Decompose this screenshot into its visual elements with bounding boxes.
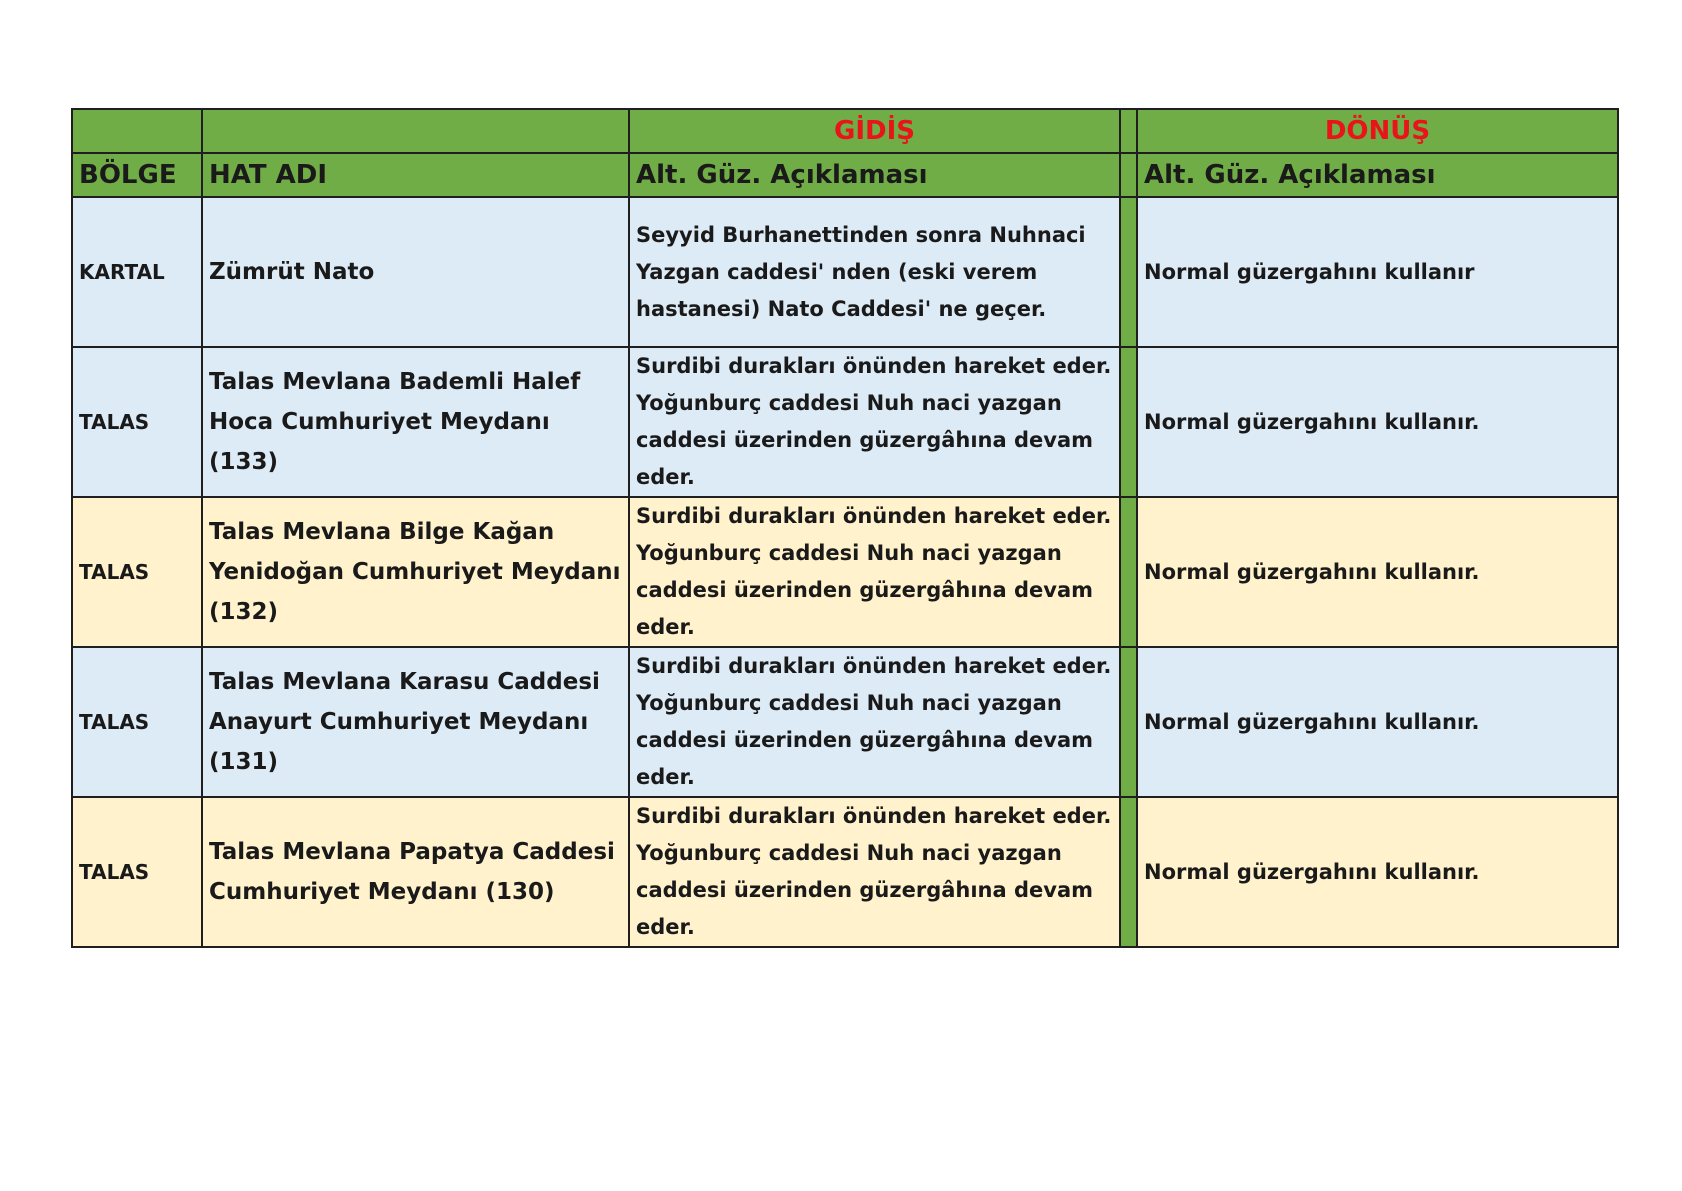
cell-gidis-desc: Surdibi durakları önünden hareket eder. Yoğunburç caddesi Nuh naci yazgan caddesi üzerinden güzergâhına devam eder. xyxy=(629,497,1120,647)
column-separator xyxy=(1120,197,1137,347)
column-header-hat-adi: HAT ADI xyxy=(202,153,629,197)
header-row-columns xyxy=(72,153,1618,197)
header-row-top xyxy=(72,109,1618,153)
cell-bolge: KARTAL xyxy=(72,197,202,347)
cell-bolge: TALAS xyxy=(72,497,202,647)
header-empty-bolge xyxy=(72,109,202,153)
column-separator xyxy=(1120,347,1137,497)
table-row xyxy=(72,647,1618,797)
gidis-title: GİDİŞ xyxy=(629,109,1120,153)
cell-donus-desc: Normal güzergahını kullanır. xyxy=(1137,797,1618,947)
cell-bolge: TALAS xyxy=(72,347,202,497)
cell-gidis-desc: Surdibi durakları önünden hareket eder. Yoğunburç caddesi Nuh naci yazgan caddesi üzerinden güzergâhına devam eder. xyxy=(629,797,1120,947)
cell-bolge: TALAS xyxy=(72,647,202,797)
column-separator xyxy=(1120,497,1137,647)
table-row xyxy=(72,497,1618,647)
table-row xyxy=(72,797,1618,947)
table-row xyxy=(72,197,1618,347)
cell-donus-desc: Normal güzergahını kullanır. xyxy=(1137,497,1618,647)
column-header-bolge: BÖLGE xyxy=(72,153,202,197)
cell-hat-adi: Talas Mevlana Karasu Caddesi Anayurt Cumhuriyet Meydanı (131) xyxy=(202,647,629,797)
table-row xyxy=(72,347,1618,497)
column-separator xyxy=(1120,153,1137,197)
cell-gidis-desc: Surdibi durakları önünden hareket eder. Yoğunburç caddesi Nuh naci yazgan caddesi üzerinden güzergâhına devam eder. xyxy=(629,647,1120,797)
cell-gidis-desc: Surdibi durakları önünden hareket eder. Yoğunburç caddesi Nuh naci yazgan caddesi üzerinden güzergâhına devam eder. xyxy=(629,347,1120,497)
donus-title: DÖNÜŞ xyxy=(1137,109,1618,153)
column-separator xyxy=(1120,109,1137,153)
cell-bolge: TALAS xyxy=(72,797,202,947)
cell-hat-adi: Zümrüt Nato xyxy=(202,197,629,347)
header-empty-hat xyxy=(202,109,629,153)
cell-hat-adi: Talas Mevlana Bademli Halef Hoca Cumhuriyet Meydanı (133) xyxy=(202,347,629,497)
column-separator xyxy=(1120,797,1137,947)
cell-donus-desc: Normal güzergahını kullanır xyxy=(1137,197,1618,347)
cell-hat-adi: Talas Mevlana Bilge Kağan Yenidoğan Cumhuriyet Meydanı (132) xyxy=(202,497,629,647)
cell-donus-desc: Normal güzergahını kullanır. xyxy=(1137,347,1618,497)
column-header-gidis-desc: Alt. Güz. Açıklaması xyxy=(629,153,1120,197)
cell-gidis-desc: Seyyid Burhanettinden sonra Nuhnaci Yazgan caddesi' nden (eski verem hastanesi) Nato Caddesi' ne geçer. xyxy=(629,197,1120,347)
column-header-donus-desc: Alt. Güz. Açıklaması xyxy=(1137,153,1618,197)
column-separator xyxy=(1120,647,1137,797)
cell-hat-adi: Talas Mevlana Papatya Caddesi Cumhuriyet Meydanı (130) xyxy=(202,797,629,947)
route-table xyxy=(71,108,1619,948)
cell-donus-desc: Normal güzergahını kullanır. xyxy=(1137,647,1618,797)
